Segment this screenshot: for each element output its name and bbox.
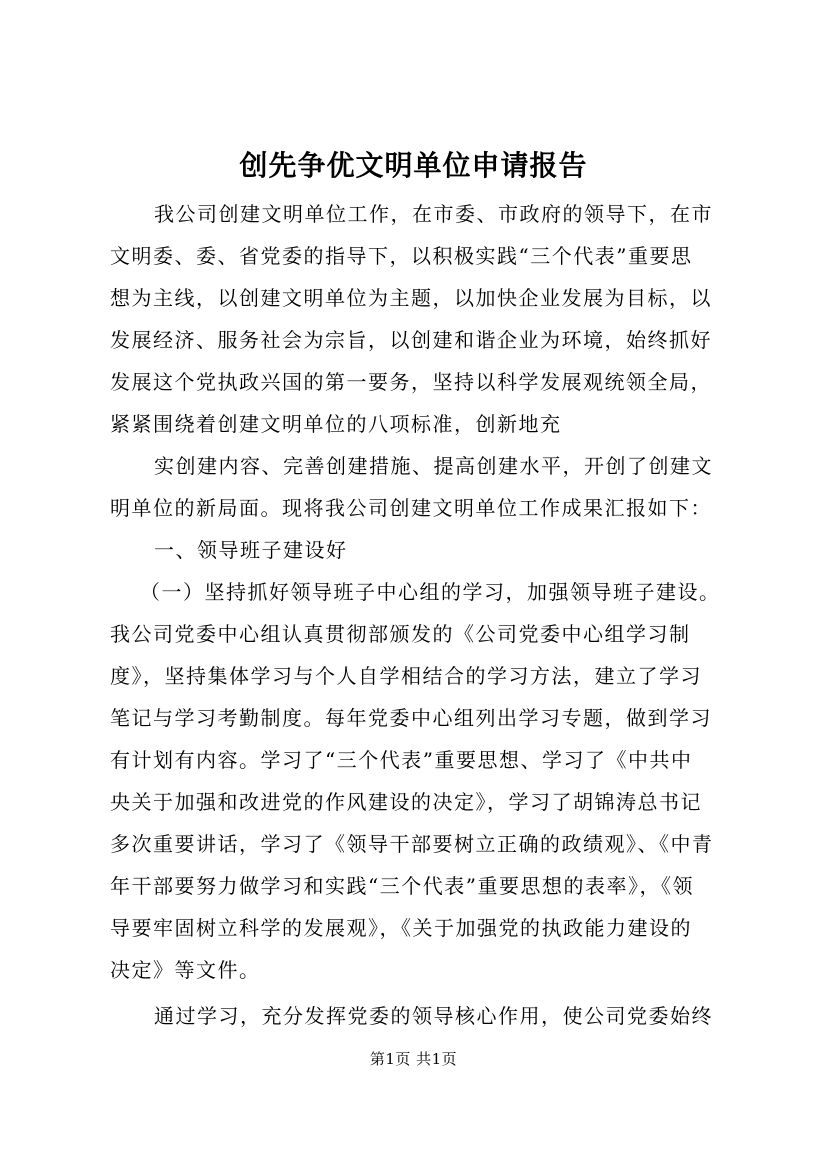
body-line: 实创建内容、完善创建措施、提高创建水平，开创了创建文 — [154, 454, 713, 478]
body-line: 度》，坚持集体学习与个人自学相结合的学习方法，建立了学习 — [110, 664, 702, 688]
body-line: 央关于加强和改进党的作风建设的决定》，学习了胡锦涛总书记 — [110, 790, 702, 814]
page-footer: 第1页 共1页 — [369, 1050, 458, 1068]
document-body — [110, 193, 740, 1037]
body-line: 想为主线，以创建文明单位为主题，以加快企业发展为目标，以 — [110, 286, 712, 310]
body-line: 决定》等文件。 — [110, 958, 261, 982]
body-line: 紧紧围绕着创建文明单位的八项标准，创新地充 — [110, 412, 562, 436]
body-line: 通过学习，充分发挥党委的领导核心作用，使公司党委始终 — [154, 1004, 713, 1028]
body-line: 我公司创建文明单位工作，在市委、市政府的领导下，在市 — [154, 202, 713, 226]
body-line: 有计划有内容。学习了“三个代表”重要思想、学习了《中共中 — [110, 748, 693, 772]
body-line: 我公司党委中心组认真贯彻部颁发的《公司党委中心组学习制 — [110, 622, 691, 646]
body-line: 文明委、委、省党委的指导下，以积极实践“三个代表”重要思 — [110, 244, 693, 268]
subsection-heading: （一）坚持抓好领导班子中心组的学习，加强领导班子建设。 — [140, 580, 721, 604]
body-line: 导要牢固树立科学的发展观》，《关于加强党的执政能力建设的 — [110, 916, 692, 940]
document-title: 创先争优文明单位申请报告 — [239, 149, 588, 182]
body-line: 发展这个党执政兴国的第一要务，坚持以科学发展观统领全局， — [110, 370, 712, 394]
body-line: 笔记与学习考勤制度。每年党委中心组列出学习专题，做到学习 — [110, 706, 712, 730]
body-line: 明单位的新局面。现将我公司创建文明单位工作成果汇报如下： — [110, 496, 712, 520]
section-heading: 一、领导班子建设好 — [154, 538, 348, 562]
body-line: 多次重要讲话，学习了《领导干部要树立正确的政绩观》、《中青 — [110, 832, 714, 856]
body-line: 发展经济、服务社会为宗旨，以创建和谐企业为环境，始终抓好 — [110, 328, 712, 352]
body-line: 年干部要努力做学习和实践“三个代表”重要思想的表率》，《领 — [110, 874, 694, 898]
